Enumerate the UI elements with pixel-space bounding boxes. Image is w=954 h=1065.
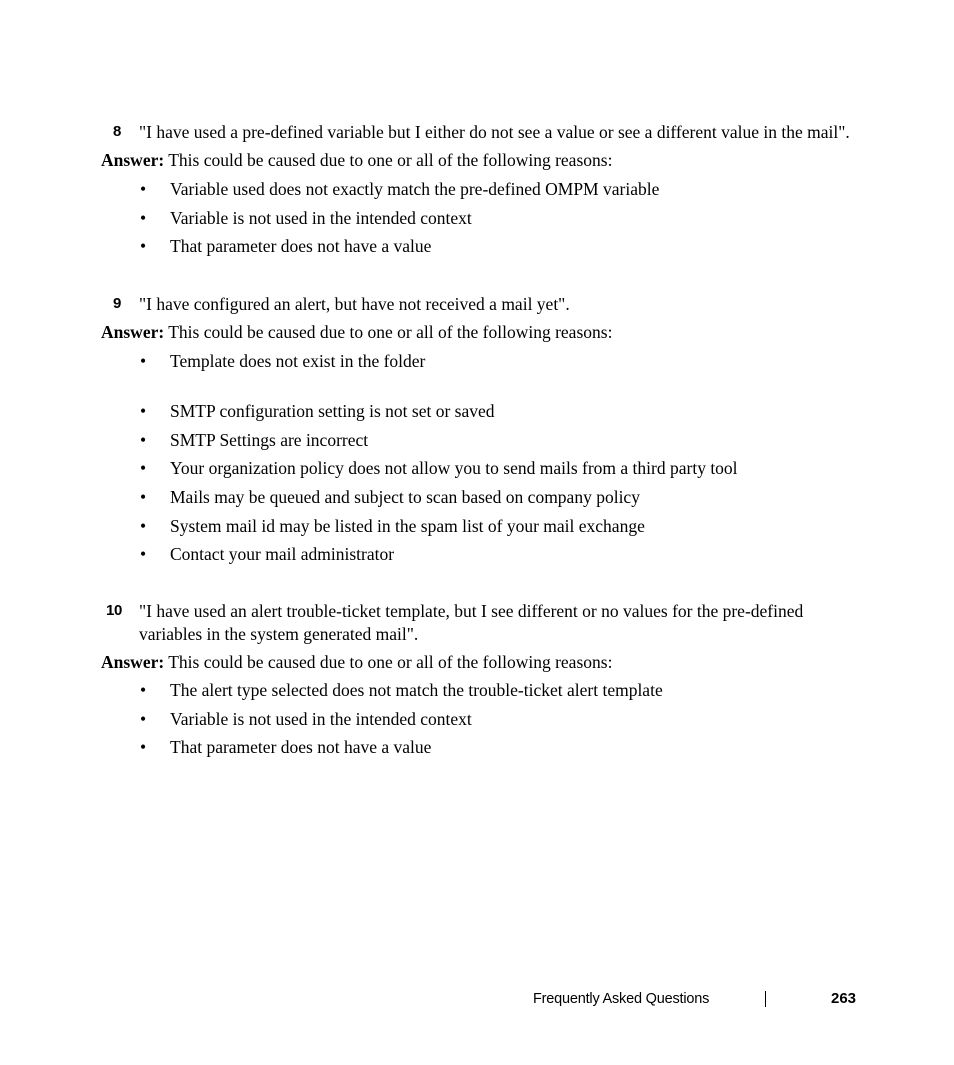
answer-label: Answer: [101, 322, 165, 342]
answer-label: Answer: [101, 652, 165, 672]
list-item-text: System mail id may be listed in the spam list of your mail exchange [170, 516, 645, 536]
answer-label: Answer: [101, 150, 165, 170]
bullet-icon: • [140, 208, 147, 228]
question-text: "I have configured an alert, but have not received a mail yet". [139, 294, 570, 314]
answer-line [101, 321, 612, 343]
footer-section-title: Frequently Asked Questions [533, 991, 710, 1007]
question-number: 9 [113, 295, 122, 312]
list-item-text: Variable used does not exactly match the pre-defined OMPM variable [170, 179, 660, 199]
bullet-icon: • [140, 458, 147, 478]
bullet-icon: • [140, 401, 147, 421]
question-text: "I have used a pre-defined variable but I either do not see a value or see a different value in the mail". [139, 122, 850, 142]
list-item-text: Mails may be queued and subject to scan based on company policy [170, 487, 640, 507]
list-item-text: Template does not exist in the folder [170, 351, 426, 371]
list-item-text: Variable is not used in the intended context [170, 208, 472, 228]
answer-text: This could be caused due to one or all of the following reasons: [164, 150, 613, 170]
answer-text: This could be caused due to one or all of the following reasons: [164, 322, 613, 342]
list-item-text: Contact your mail administrator [170, 544, 395, 564]
list-item-text: SMTP Settings are incorrect [170, 430, 369, 450]
bullet-icon: • [140, 430, 147, 450]
question-number: 10 [106, 602, 123, 619]
list-item-text: The alert type selected does not match the trouble-ticket alert template [170, 680, 663, 700]
bullet-icon: • [140, 737, 147, 757]
list-item-text: That parameter does not have a value [170, 737, 432, 757]
question-text-line-1: "I have used an alert trouble-ticket template, but I see different or no values for the pre-defined [139, 601, 804, 621]
question-number: 8 [113, 123, 122, 140]
list-item-text: Your organization policy does not allow you to send mails from a third party tool [170, 458, 738, 478]
list-item-text: SMTP configuration setting is not set or saved [170, 401, 495, 421]
bullet-icon: • [140, 516, 147, 536]
answer-line [101, 149, 612, 171]
bullet-icon: • [140, 487, 147, 507]
list-item-text: That parameter does not have a value [170, 236, 432, 256]
bullet-icon: • [140, 179, 147, 199]
list-item-text: Variable is not used in the intended context [170, 709, 472, 729]
bullet-icon: • [140, 351, 147, 371]
footer-divider [765, 991, 766, 1007]
answer-text: This could be caused due to one or all of the following reasons: [164, 652, 613, 672]
page-number: 263 [831, 990, 857, 1007]
bullet-icon: • [140, 544, 147, 564]
answer-line [101, 651, 612, 673]
bullet-icon: • [140, 709, 147, 729]
bullet-icon: • [140, 680, 147, 700]
bullet-icon: • [140, 236, 147, 256]
question-text-line-2: variables in the system generated mail". [139, 624, 419, 644]
